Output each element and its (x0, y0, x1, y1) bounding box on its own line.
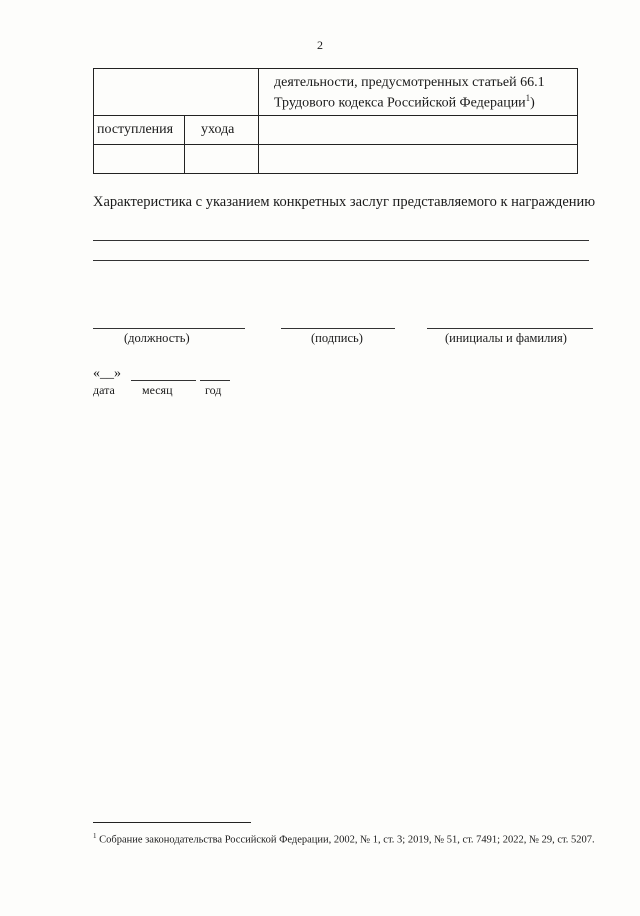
table-header-text-line1: деятельности, предусмотренных статьей 66.1 (274, 75, 545, 90)
date-year-label: год (205, 383, 222, 397)
date-day-field[interactable]: «__» (93, 366, 121, 381)
footnote-text: Собрание законодательства Российской Федерации, 2002, № 1, ст. 3; 2019, № 51, ст. 7491; 2022, № 29, ст. 5207. (99, 834, 595, 846)
date-year-line[interactable] (200, 380, 230, 381)
date-month-label: месяц (142, 383, 173, 397)
footnote-mark: 1 (93, 832, 97, 840)
position-line[interactable] (93, 328, 245, 329)
date-month-line[interactable] (131, 380, 196, 381)
footnote-separator (93, 822, 251, 823)
footnote-ref: 1 (525, 93, 531, 103)
table-border-bottom (93, 173, 578, 174)
table-divider (93, 115, 578, 116)
table-column-divider (258, 68, 259, 174)
name-line[interactable] (427, 328, 593, 329)
characteristic-line-1[interactable] (93, 240, 589, 241)
table-divider (93, 144, 578, 145)
employment-table (93, 68, 578, 174)
column-exit-label: ухода (201, 122, 235, 137)
characteristic-heading: Характеристика с указанием конкретных заслуг представляемого к награждению (93, 194, 596, 210)
date-day-label: дата (93, 383, 115, 397)
table-border-right (577, 68, 578, 174)
footnote (93, 829, 598, 848)
signature-caption: (подпись) (311, 331, 363, 345)
position-caption: (должность) (124, 331, 190, 345)
table-column-divider (184, 115, 185, 174)
characteristic-line-2[interactable] (93, 260, 589, 261)
column-entry-label: поступления (97, 122, 174, 137)
table-border-top (93, 68, 578, 69)
page-number: 2 (317, 38, 323, 52)
signature-line[interactable] (281, 328, 395, 329)
name-caption: (инициалы и фамилия) (445, 331, 567, 345)
table-header-text-line2: Трудового кодекса Российской Федерации$^1$) (274, 93, 535, 111)
table-border-left (93, 68, 94, 174)
